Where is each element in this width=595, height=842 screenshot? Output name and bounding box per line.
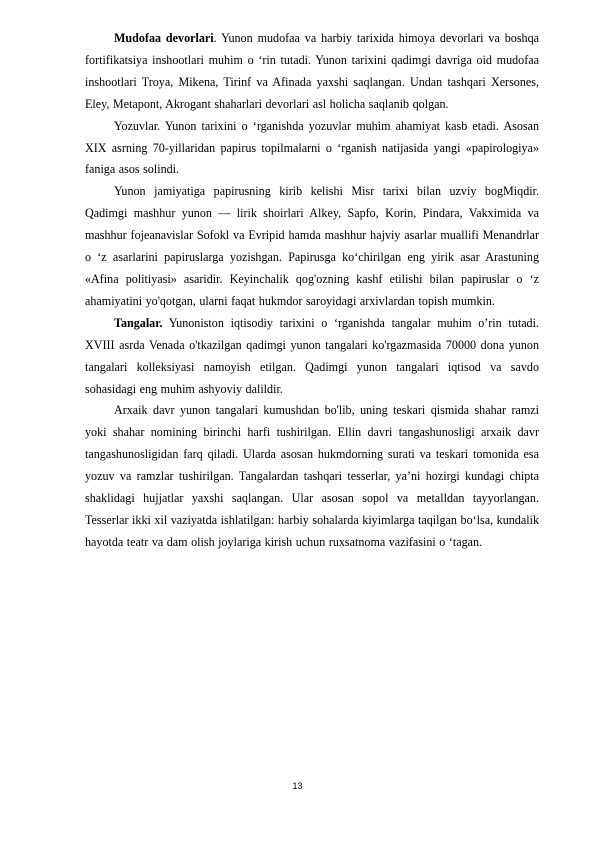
paragraph-text: Arxaik davr yunon tangalari kumushdan bo'lib, uning teskari qismida shahar ramzi yoki shahar nomining birinchi harfi tushirilgan. Ellin davri tangashunosligi arxaik davr tangashunosligidan farq qiladi. Ularda asosan hukmdorning surati va teskari tomonida esa yozuv va ramzlar tushirilgan. Tangalardan tashqari tesserlar, ya’ni hozirgi kundagi chipta shaklidagi hujjatlar yaxshi saqlangan. Ular asosan sopol va metalldan tayyorlangan. Tesserlar ikki xil vaziyatda ishlatilgan: harbiy sohalarda kiyimlarga taqilgan bo‘lsa, kundalik hayotda teatr va dam olish joylariga kirish uchun ruxsatnoma vazifasini o ‘tagan. xyxy=(85,403,539,549)
paragraph-mudofaa-devorlari xyxy=(85,28,539,116)
paragraph-text: Yunoniston iqtisodiy tarixini o ‘rganishda tangalar muhim o’rin tutadi. XVIII asrda Venada o'tkazilgan qadimgi yunon tangalari ko'rgazmasida 70000 dona yunon tangalari kolleksiyasi namoyish etilgan. Qadimgi yunon tangalari iqtisod va savdo sohasidagi eng muhim ashyoviy dalildir. xyxy=(85,315,539,396)
paragraph-text: Yozuvlar. Yunon tarixini o ‘rganishda yozuvlar muhim ahamiyat kasb etadi. Asosan XIX asrning 70-yillaridan papirus topilmalarni o ‘rganish natijasida yangi «papirologiya» faniga asos solindi. xyxy=(85,118,539,177)
paragraph-papirus xyxy=(85,181,539,312)
paragraph-text: Yunon jamiyatiga papirusning kirib kelishi Misr tarixi bilan uzviy bogMiqdir. Qadimgi mashhur yunon — lirik shoirlari Alkey, Sapfo, Korin, Pindara, Vakximida va mashhur fojeanavislar Sofokl va Evripid hamda mashhur hajviy asarlar muallifi Menandrlar o ‘z asarlarini papiruslarga yozishgan. Papirusga ko‘chirilgan eng yirik asar Arastuning «Afina politiyasi» asaridir. Keyinchalik qog'ozning kashf etilishi bilan papiruslar o ‘z ahamiyatini yo'qotgan, ularni faqat hukmdor saroyidagi arxivlardan topish mumkin. xyxy=(85,184,539,308)
paragraph-tangalar xyxy=(85,313,539,401)
paragraph-heading: Tangalar. xyxy=(114,315,163,330)
page-number: 13 xyxy=(292,781,303,791)
paragraph-text: . Yunon mudofaa va harbiy tarixida himoya devorlari va boshqa fortifikatsiya inshootlari muhim o ‘rin tutadi. Yunon tarixini qadimgi davriga oid mudofaa inshootlari Troya, Mikena, Tirinf va Afinada yaxshi saqlangan. Undan tashqari Xersones, Eley, Metapont, Akrogant shaharlari devorlari asl holicha saqlanib qolgan. xyxy=(85,31,539,111)
paragraph-heading: Mudofaa devorlari xyxy=(114,31,214,45)
paragraph-arxaik-tangalar xyxy=(85,400,539,553)
paragraph-yozuvlar xyxy=(85,116,539,182)
